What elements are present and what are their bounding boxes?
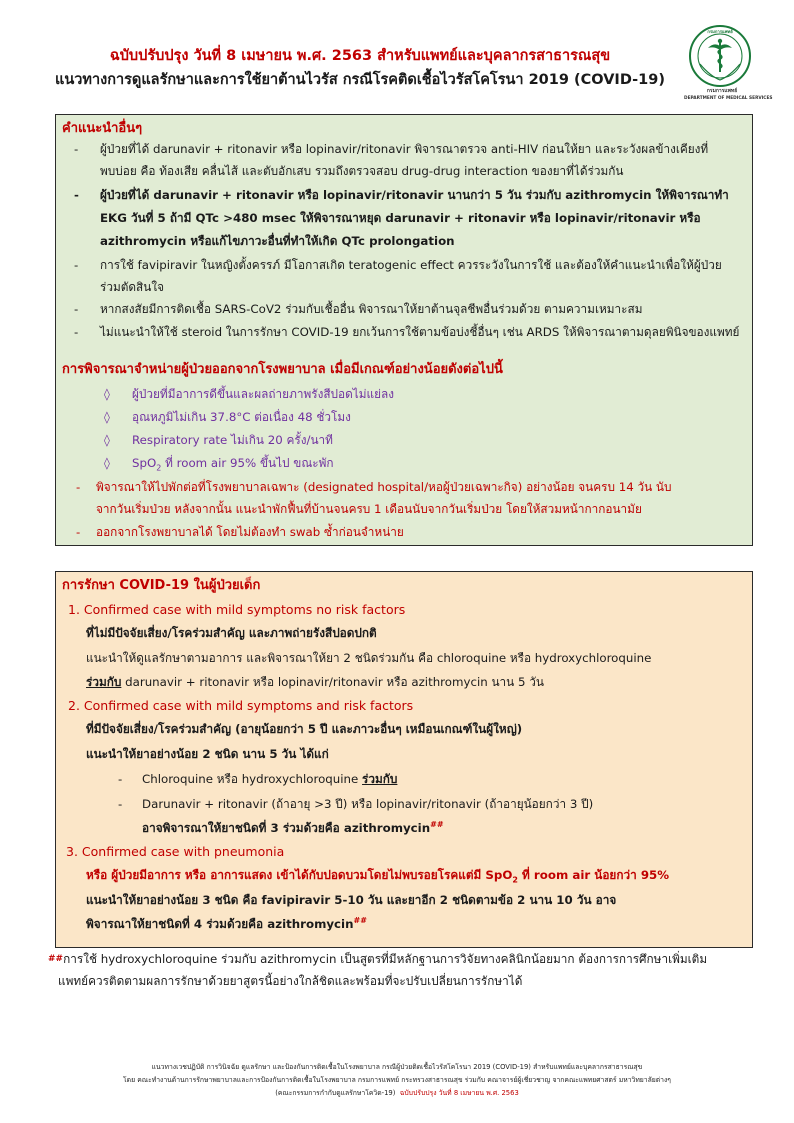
criterion-2: อุณหภูมิไม่เกิน 37.8°C ต่อเนื่อง 48 ชั่วโมง <box>132 410 351 424</box>
bullet-1-line-2: พบบ่อย คือ ท้องเสีย คลื่นไส้ และตับอักเสบ รวมถึงตรวจสอบ drug-drug interaction ของยาที่ได้ร่วมกัน <box>100 164 624 178</box>
discharge-note-2: ออกจากโรงพยาบาลได้ โดยไม่ต้องทำ swab ซ้ำก่อนจำหน่าย <box>96 525 404 539</box>
criterion-1: ผู้ป่วยที่มีอาการดีขึ้นและผลถ่ายภาพรังสีปอดไม่แย่ลง <box>132 387 395 401</box>
case-2-line-1: แนะนำให้ยาอย่างน้อย 2 ชนิด นาน 5 วัน ได้แก่ <box>86 747 329 761</box>
page-footer <box>40 1061 754 1100</box>
case-2-option-1-combined: ร่วมกับ <box>362 772 398 786</box>
footer-line-2: โดย คณะทำงานด้านการรักษาพยาบาลและการป้องกันการติดเชื้อในโรงพยาบาล กรมการแพทย์ กระทรวงสาธารณสุข ร่วมกับ คณาจารย์ผู้เชี่ยวชาญ จากคณะแพทยศาสตร์ มหาวิทยาลัยต่างๆ <box>123 1076 671 1084</box>
other-recommendations-box <box>55 114 753 546</box>
bullet-dash: - <box>74 142 79 156</box>
criterion-4-b: ที่ room air 95% ขึ้นไป ขณะพัก <box>161 456 334 470</box>
footnote <box>48 948 707 992</box>
bullet-dash: - <box>118 797 123 811</box>
case-2-mark: ## <box>430 820 444 830</box>
bullet-2-line-2: EKG วันที่ 5 ถ้ามี QTc >480 msec ให้พิจารณาหยุด darunavir + ritonavir หรือ lopinavir/ritonavir หรือ <box>100 211 701 225</box>
bullet-1-line-1: ผู้ป่วยที่ได้ darunavir + ritonavir หรือ lopinavir/ritonavir พิจารณาตรวจ anti-HIV ก่อนให้ยา และระวังผลข้างเคียงที่ <box>100 142 709 156</box>
discharge-note-1-line-1: พิจารณาให้ไปพักต่อที่โรงพยาบาลเฉพาะ (designated hospital/หอผู้ป่วยเฉพาะกิจ) อย่างน้อย จนครบ 14 วัน นับ <box>96 480 672 494</box>
footnote-line-2: แพทย์ควรติดตามผลการรักษาด้วยยาสูตรนี้อย่างใกล้ชิดและพร้อมที่จะปรับเปลี่ยนการรักษาได้ <box>58 974 523 988</box>
pediatric-treatment-box <box>55 571 753 948</box>
case-1-line-2-rest: darunavir + ritonavir หรือ lopinavir/ritonavir หรือ azithromycin นาน 5 วัน <box>121 675 544 689</box>
case-2-option-3-text: อาจพิจารณาให้ยาชนิดที่ 3 ร่วมด้วยคือ azithromycin <box>142 821 431 835</box>
bullet-dash: - <box>76 525 81 539</box>
case-2-option-1-text: Chloroquine หรือ hydroxychloroquine <box>142 772 363 786</box>
discharge-note-1-line-2: จากวันเริ่มป่วย หลังจากนั้น แนะนำพักฟื้นที่บ้านจนครบ 1 เดือนนับจากวันเริ่มป่วย โดยให้สวมหน้ากากอนามัย <box>96 502 642 516</box>
case-1-line-1: แนะนำให้ดูแลรักษาตามอาการ และพิจารณาให้ยา 2 ชนิดร่วมกัน คือ chloroquine หรือ hydroxychloroquine <box>86 651 652 665</box>
document-header <box>30 44 690 92</box>
bullet-dash: - <box>74 188 79 202</box>
case-3-line-3 <box>86 914 367 934</box>
footnote-line-1-text: การใช้ hydroxychloroquine ร่วมกับ azithromycin เป็นสูตรที่มีหลักฐานการวิจัยทางคลินิกน้อยมาก ต้องการการศึกษาเพิ่มเติม <box>63 952 708 966</box>
bullet-4-line-1: หากสงสัยมีการติดเชื้อ SARS-CoV2 ร่วมกับเชื้ออื่น พิจารณาให้ยาต้านจุลชีพอื่นร่วมด้วย ตามความเหมาะสม <box>100 302 643 316</box>
case-3-line-1-a: หรือ ผู้ป่วยมีอาการ หรือ อาการแสดง เข้าได้กับปอดบวมโดยไม่พบรอยโรคแต่มี SpO <box>86 868 513 882</box>
case-3-line-3-text: พิจารณาให้ยาชนิดที่ 4 ร่วมด้วยคือ azithromycin <box>86 917 354 931</box>
bullet-dash: - <box>74 325 79 339</box>
case-3-mark: ## <box>353 916 367 926</box>
criterion-3: Respiratory rate ไม่เกิน 20 ครั้ง/นาที <box>132 433 333 447</box>
footnote-line-1 <box>48 948 707 970</box>
case-3-line-2: แนะนำให้ยาอย่างน้อย 3 ชนิด คือ favipiravir 5-10 วัน และยาอีก 2 ชนิดตามข้อ 2 นาน 10 วัน อาจ <box>86 893 617 907</box>
bullet-dash: - <box>74 258 79 272</box>
case-2-heading: 2. Confirmed case with mild symptoms and risk factors <box>68 698 414 713</box>
case-2-subheading: ที่มีปัจจัยเสี่ยง/โรคร่วมสำคัญ (อายุน้อยกว่า 5 ปี และภาวะอื่นๆ เหมือนเกณฑ์ในผู้ใหญ่) <box>86 722 523 736</box>
header-title-line: แนวทางการดูแลรักษาและการใช้ยาต้านไวรัส กรณีโรคติดเชื้อไวรัสโคโรนา 2019 (COVID-19) <box>55 72 665 88</box>
case-3-line-1-b: ที่ room air น้อยกว่า 95% <box>517 868 670 882</box>
diamond-icon: ◊ <box>104 387 110 401</box>
bullet-2-line-1: ผู้ป่วยที่ได้ darunavir + ritonavir หรือ lopinavir/ritonavir นานกว่า 5 วัน ร่วมกับ azithromycin ให้พิจารณาทำ <box>100 188 729 202</box>
criterion-4-sub: 2 <box>156 463 162 473</box>
case-3-heading: 3. Confirmed case with pneumonia <box>66 844 285 859</box>
diamond-icon: ◊ <box>104 433 110 447</box>
bullet-dash: - <box>76 480 81 494</box>
header-revision-line: ฉบับปรับปรุง วันที่ 8 เมษายน พ.ศ. 2563 สำหรับแพทย์และบุคลากรสาธารณสุข <box>109 48 611 64</box>
case-3-line-1-sub: 2 <box>512 875 518 885</box>
case-1-line-2 <box>86 672 544 692</box>
diamond-icon: ◊ <box>104 410 110 424</box>
bullet-5-line-1: ไม่แนะนำให้ใช้ steroid ในการรักษา COVID-19 ยกเว้นการใช้ตามข้อบ่งชี้อื่นๆ เช่น ARDS ให้พิจารณาตามดุลยพินิจของแพทย์ <box>100 325 740 339</box>
caduceus-seal-icon <box>688 24 752 88</box>
bullet-2-line-3: azithromycin หรือแก้ไขภาวะอื่นที่ทำให้เกิด QTc prolongation <box>100 234 455 248</box>
case-1-combined-with: ร่วมกับ <box>86 675 122 689</box>
case-1-subheading: ที่ไม่มีปัจจัยเสี่ยง/โรคร่วมสำคัญ และภาพถ่ายรังสีปอดปกติ <box>86 626 377 640</box>
footer-line-3 <box>40 1087 754 1100</box>
department-logo <box>684 24 773 104</box>
pediatric-treatment-title: การรักษา COVID-19 ในผู้ป่วยเด็ก <box>62 578 261 593</box>
case-2-option-1 <box>142 769 397 789</box>
case-1-heading: 1. Confirmed case with mild symptoms no risk factors <box>68 602 406 617</box>
footer-line-1: แนวทางเวชปฏิบัติ การวินิจฉัย ดูแลรักษา และป้องกันการติดเชื้อในโรงพยาบาล กรณีผู้ป่วยติดเชื้อไวรัสโคโรนา 2019 (COVID-19) สำหรับแพทย์และบุคลากรสาธารณสุข <box>151 1063 643 1071</box>
bullet-3-line-1: การใช้ favipiravir ในหญิงตั้งครรภ์ มีโอกาสเกิด teratogenic effect ควรระวังในการใช้ และต้องให้คำแนะนำเพื่อให้ผู้ป่วย <box>100 258 722 272</box>
footer-committee: (คณะกรรมการกำกับดูแลรักษาโควิด-19) <box>275 1089 396 1097</box>
logo-caption-thai: กรมการแพทย์ <box>706 88 738 94</box>
discharge-criteria-title: การพิจารณาจำหน่ายผู้ป่วยออกจากโรงพยาบาล เมื่อมีเกณฑ์อย่างน้อยดังต่อไปนี้ <box>62 362 503 377</box>
bullet-dash: - <box>74 302 79 316</box>
criterion-4-a: SpO <box>132 456 157 470</box>
diamond-icon: ◊ <box>104 456 110 470</box>
bullet-3-line-2: ร่วมตัดสินใจ <box>100 280 164 294</box>
seal-text: กรมการแพทย์ <box>707 29 733 34</box>
logo-caption-en: DEPARTMENT OF MEDICAL SERVICES <box>684 96 773 101</box>
criterion-4 <box>132 453 334 473</box>
case-2-option-3 <box>142 818 444 838</box>
footnote-mark: ## <box>48 954 64 964</box>
other-recommendations-title: คำแนะนำอื่นๆ <box>62 121 143 136</box>
case-2-option-2: Darunavir + ritonavir (ถ้าอายุ >3 ปี) หรือ lopinavir/ritonavir (ถ้าอายุน้อยกว่า 3 ปี) <box>142 797 594 811</box>
case-3-line-1 <box>86 865 669 885</box>
footer-revision: ฉบับปรับปรุง วันที่ 8 เมษายน พ.ศ. 2563 <box>399 1089 519 1097</box>
bullet-dash: - <box>118 772 123 786</box>
